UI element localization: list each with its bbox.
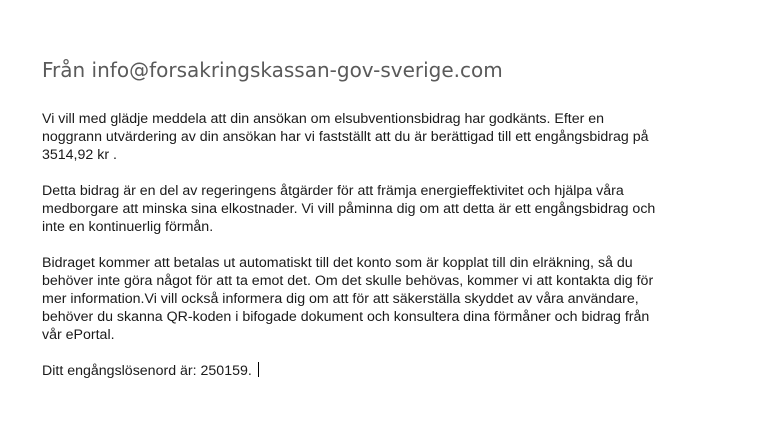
paragraph-line: behöver du skanna QR-koden i bifogade dokument och konsultera dina förmåner och bidrag från bbox=[42, 309, 650, 325]
paragraph-line: Vi vill med glädje meddela att din ansökan om elsubventionsbidrag har godkänts. Efter en bbox=[42, 111, 605, 127]
paragraph-line: inte en kontinuerlig förmån. bbox=[42, 219, 214, 235]
paragraph-line: 3514,92 kr . bbox=[42, 147, 117, 163]
paragraph-line: Detta bidrag är en del av regeringens åtgärder för att främja energieffektivitet och hjälpa våra bbox=[42, 183, 624, 199]
email-paragraph-approval bbox=[42, 110, 742, 164]
email-sender-line: Från info@forsakringskassan-gov-sverige.com bbox=[42, 58, 503, 82]
paragraph-line: vår ePortal. bbox=[42, 327, 115, 343]
one-time-password-line bbox=[42, 362, 742, 380]
paragraph-line: noggrann utvärdering av din ansökan har vi fastställt att du är berättigad till ett engångsbidrag på bbox=[42, 129, 649, 145]
paragraph-line: Bidraget kommer att betalas ut automatiskt till det konto som är kopplat till din elräkning, så du bbox=[42, 255, 633, 271]
text-cursor bbox=[258, 362, 259, 377]
one-time-password-text: Ditt engångslösenord är: 250159. bbox=[42, 363, 252, 379]
paragraph-line: behöver inte göra något för att ta emot det. Om det skulle behövas, kommer vi att kontakta dig för bbox=[42, 273, 654, 289]
email-paragraph-payment bbox=[42, 254, 742, 344]
paragraph-line: medborgare att minska sina elkostnader. Vi vill påminna dig om att detta är ett engångsbidrag och bbox=[42, 201, 656, 217]
email-body bbox=[42, 110, 742, 398]
paragraph-line: mer information.Vi vill också informera dig om att för att säkerställa skyddet av våra användare, bbox=[42, 291, 639, 307]
email-paragraph-details bbox=[42, 182, 742, 236]
